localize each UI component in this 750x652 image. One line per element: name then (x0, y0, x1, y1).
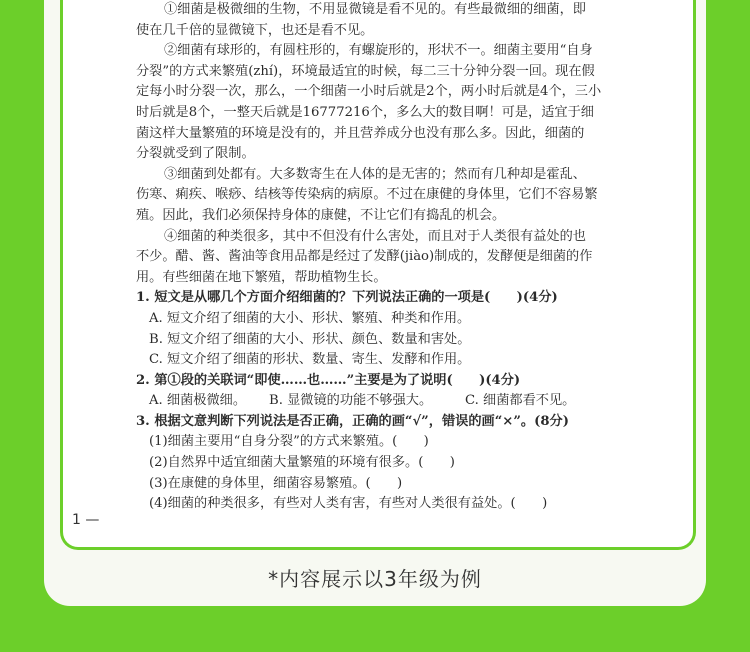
passage-line: 使在几千倍的显微镜下，也还是看不见。 (136, 22, 374, 38)
passage-line: ①细菌是极微细的生物，不用显微镜是看不见的。有些最微细的细菌，即 (164, 2, 586, 17)
page-number: 1 — (72, 512, 100, 528)
answer-option-c[interactable]: C. 短文介绍了细菌的形状、数量、寄生、发酵和作用。 (149, 352, 471, 368)
caption-note: *内容展示以3年级为例 (268, 567, 482, 591)
question-stem: 2. 第①段的关联词“即使……也……”主要是为了说明( )(4分) (136, 372, 521, 388)
question-2 (136, 371, 656, 412)
passage-line: 定每小时分裂一次，那么，一个细菌一小时后就是2个，两小时后就是4个，三小 (136, 84, 602, 100)
passage-line: ②细菌有球形的，有圆柱形的，有螺旋形的，形状不一。细菌主要用“自身 (164, 43, 593, 59)
passage-line: 殖。因此，我们必须保持身体的康健，不让它们有捣乱的机会。 (136, 207, 506, 223)
passage-line: ④细菌的种类很多，其中不但没有什么害处，而且对于人类很有益处的也 (164, 228, 586, 244)
judgement-item[interactable]: (2)自然界中适宜细菌大量繁殖的环境有很多。( ) (149, 455, 455, 471)
passage-line: 分裂”的方式来繁殖(zhí)，环境最适宜的时候，每二三十分钟分裂一回。现在假 (136, 63, 595, 79)
question-3 (136, 412, 656, 515)
answer-option-a[interactable]: A. 短文介绍了细菌的大小、形状、繁殖、种类和作用。 (149, 310, 471, 326)
passage-line: 时后就是8个，一整天后就是16777216个，多么大的数目啊！可是，适宜于细 (136, 104, 594, 120)
question-stem: 3. 根据文意判断下列说法是否正确，正确的画“√”，错误的画“×”。(8分) (136, 413, 569, 429)
answer-option-b[interactable]: B. 短文介绍了细菌的大小、形状、颜色、数量和害处。 (149, 331, 471, 347)
passage-line: ③细菌到处都有。大多数寄生在人体的是无害的；然而有几种却是霍乱、 (164, 166, 586, 182)
answer-option-b[interactable]: B. 显微镜的功能不够强大。 (269, 393, 433, 409)
worksheet-text (136, 0, 656, 515)
passage-line: 菌这样大量繁殖的环境是没有的，并且营养成分也没有那么多。因此，细菌的 (136, 125, 585, 141)
passage-line: 用。有些细菌在地下繁殖，帮助植物生长。 (136, 269, 387, 285)
judgement-item[interactable]: (4)细菌的种类很多，有些对人类有害，有些对人类很有益处。( ) (149, 496, 548, 512)
question-stem: 1. 短文是从哪几个方面介绍细菌的？下列说法正确的一项是( )(4分) (136, 290, 558, 306)
answer-option-a[interactable]: A. 细菌极微细。 (149, 393, 247, 409)
judgement-item[interactable]: (1)细菌主要用“自身分裂”的方式来繁殖。( ) (149, 434, 429, 450)
passage-line: 不少。醋、酱、酱油等食用品都是经过了发酵(jiào)制成的，发酵便是细菌的作 (136, 249, 593, 265)
passage-line: 伤寒、痢疾、喉痧、结核等传染病的病原。不过在康健的身体里，它们不容易繁 (136, 187, 598, 203)
answer-option-c[interactable]: C. 细菌都看不见。 (465, 393, 576, 409)
answer-options-row (136, 391, 656, 412)
passage-line: 分裂就受到了限制。 (136, 146, 255, 162)
question-1 (136, 288, 656, 370)
judgement-item[interactable]: (3)在康健的身体里，细菌容易繁殖。( ) (149, 475, 403, 491)
reading-passage (136, 0, 656, 288)
